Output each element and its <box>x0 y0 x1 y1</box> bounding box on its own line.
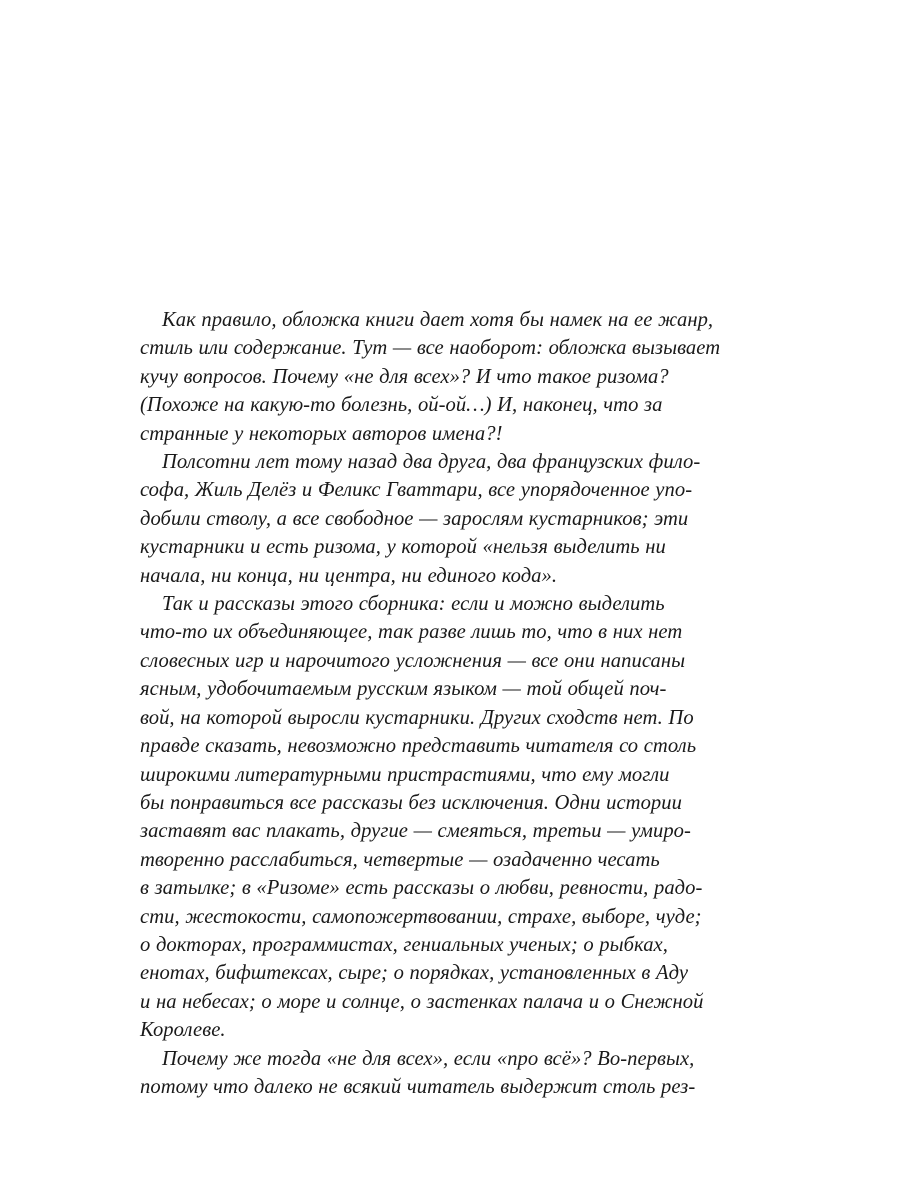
text-line: Как правило, обложка книги дает хотя бы намек на ее жанр, <box>162 309 714 331</box>
text-line: вой, на которой выросли кустарники. Других сходств нет. По <box>140 706 694 729</box>
text-line: Королеве. <box>140 1019 226 1042</box>
text-line: Полсотни лет тому назад два друга, два французских фило- <box>162 451 701 474</box>
page-text-block <box>140 306 760 1101</box>
text-line: о докторах, программистах, гениальных ученых; о рыбках, <box>140 933 668 956</box>
body-paragraph <box>140 590 760 1045</box>
text-line: (Похоже на какую-то болезнь, ой-ой…) И, наконец, что за <box>140 394 663 417</box>
text-line: Почему же тогда «не для всех», если «про всё»? Во-первых, <box>162 1047 695 1070</box>
body-paragraph <box>140 306 760 448</box>
text-line: потому что далеко не всякий читатель выдержит столь рез- <box>140 1075 696 1098</box>
text-line: добили стволу, а все свободное — зарослям кустарников; эти <box>140 507 689 530</box>
text-line: широкими литературными пристрастиями, что ему могли <box>140 763 670 786</box>
text-line: стиль или содержание. Тут — все наоборот: обложка вызывает <box>140 337 721 360</box>
text-line: странные у некоторых авторов имена?! <box>140 422 503 445</box>
text-line: творенно расслабиться, четвертые — озадаченно чесать <box>140 848 660 871</box>
body-paragraph <box>140 1045 760 1102</box>
text-line: сти, жестокости, самопожертвовании, страхе, выборе, чуде; <box>140 905 702 928</box>
text-line: бы понравиться все рассказы без исключения. Одни истории <box>140 791 682 814</box>
text-line: правде сказать, невозможно представить читателя со столь <box>140 735 697 758</box>
text-line: в затылке; в «Ризоме» есть рассказы о любви, ревности, радо- <box>140 877 703 900</box>
text-line: ясным, удобочитаемым русским языком — той общей поч- <box>140 678 667 701</box>
text-line: заставят вас плакать, другие — смеяться, третьи — умиро- <box>140 820 691 843</box>
text-line: Так и рассказы этого сборника: если и можно выделить <box>162 593 665 616</box>
text-line: начала, ни конца, ни центра, ни единого кода». <box>140 564 558 587</box>
text-line: кучу вопросов. Почему «не для всех»? И что такое ризома? <box>140 365 669 388</box>
text-line: и на небесах; о море и солнце, о застенках палача и о Снежной <box>140 990 704 1013</box>
text-line: енотах, бифштексах, сыре; о порядках, установленных в Аду <box>140 962 689 985</box>
text-line: словесных игр и нарочитого усложнения — все они написаны <box>140 649 686 672</box>
text-line: что-то их объединяющее, так разве лишь то, что в них нет <box>140 621 683 644</box>
body-paragraph <box>140 448 760 590</box>
text-line: софа, Жиль Делёз и Феликс Гваттари, все упорядоченное упо- <box>140 479 693 502</box>
text-line: кустарники и есть ризома, у которой «нельзя выделить ни <box>140 536 666 559</box>
